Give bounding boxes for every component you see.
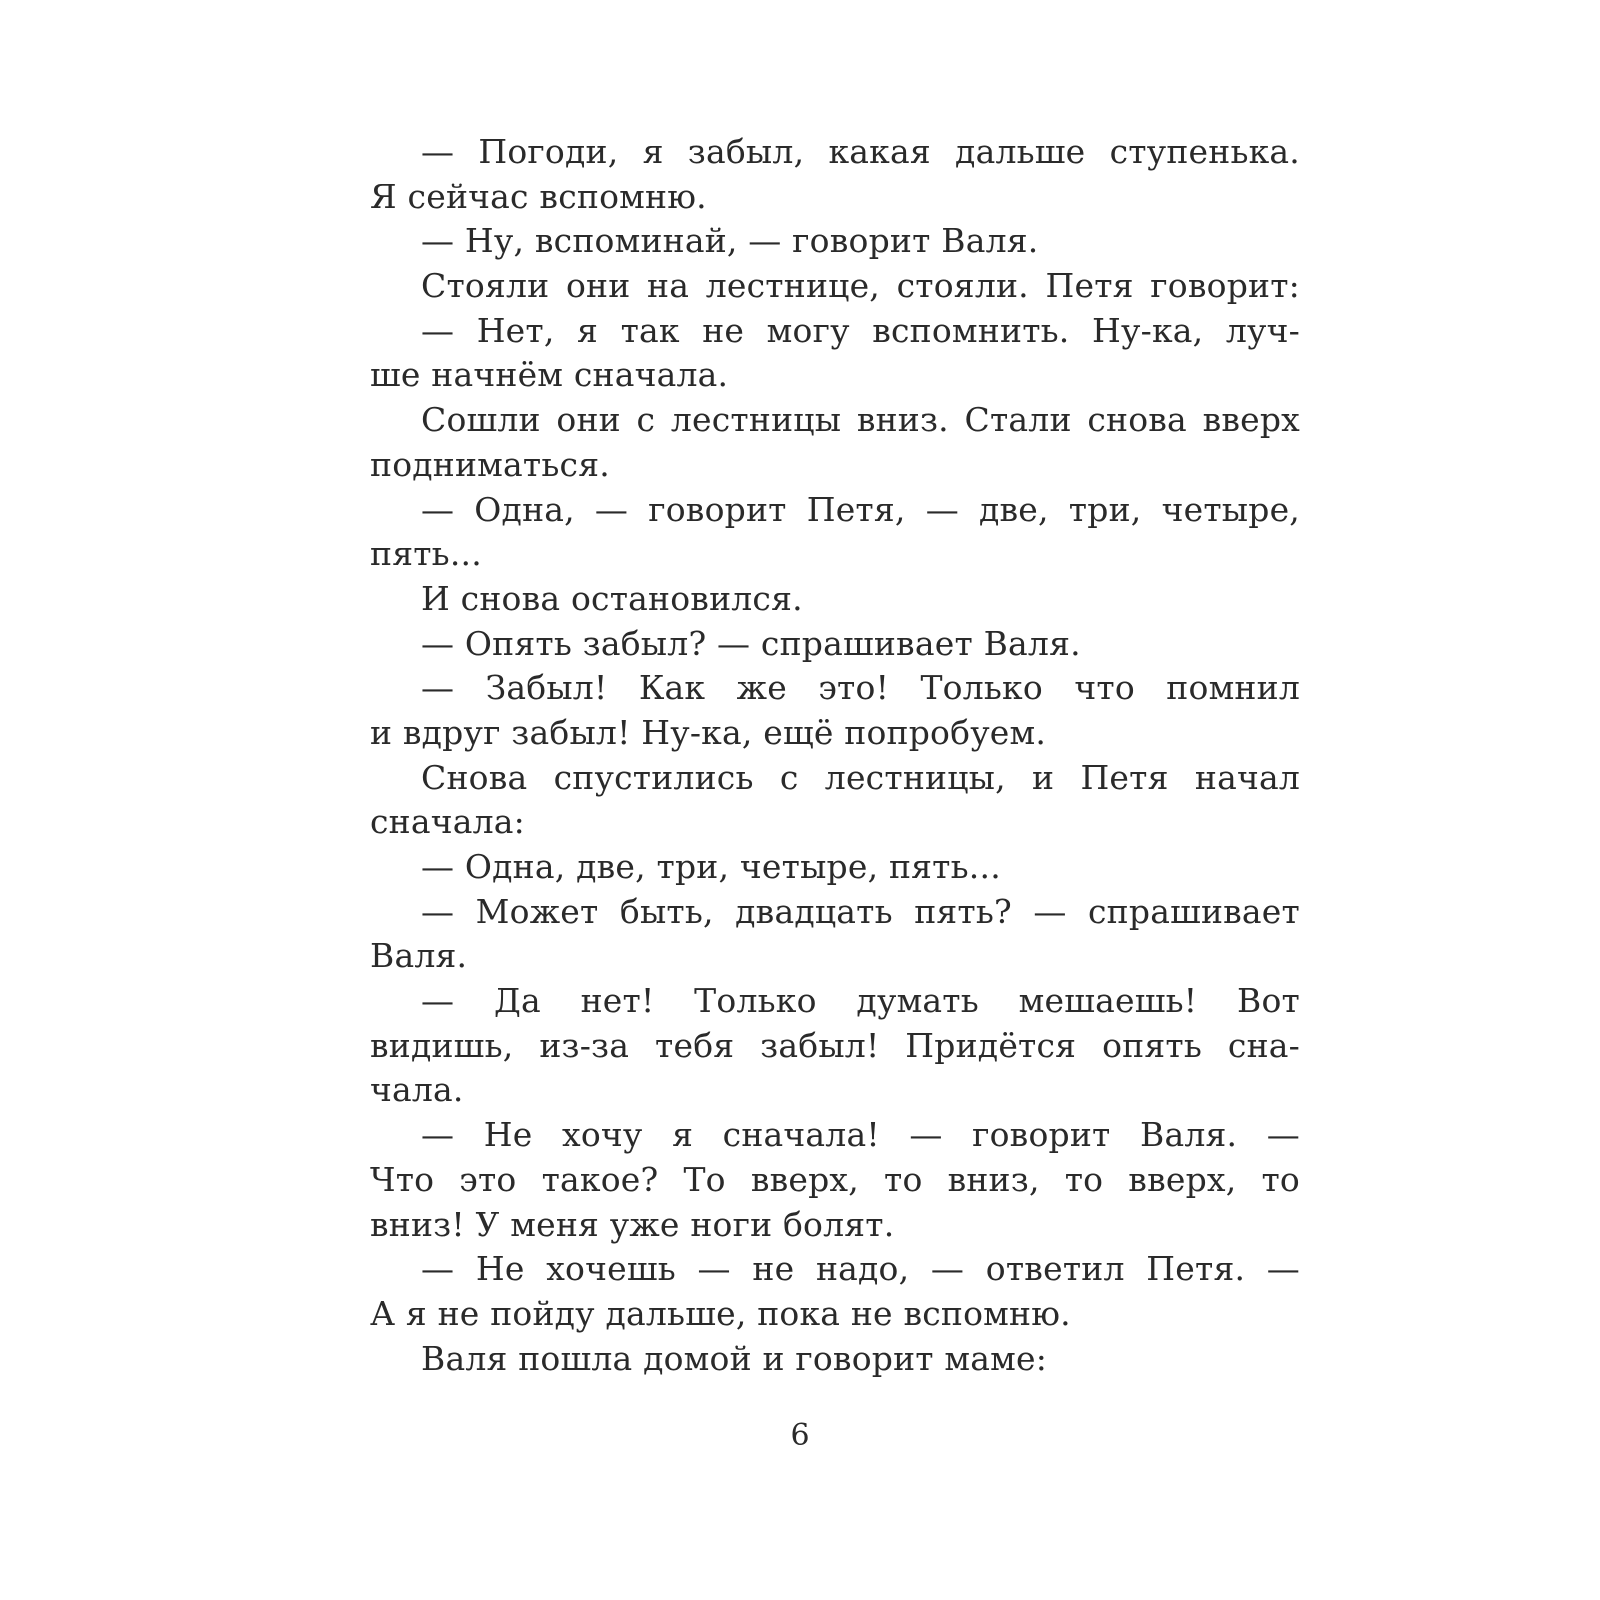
text-line: подниматься. — [370, 444, 610, 484]
text-line: Что это такое? То вверх, то вниз, то вверх, то — [370, 1159, 1300, 1199]
story-text — [370, 130, 1300, 1381]
text-line: пять... — [370, 534, 482, 574]
text-line: — Нет, я так не могу вспомнить. Ну-ка, луч- — [421, 310, 1300, 350]
page-number: 6 — [790, 1418, 810, 1453]
text-line: Я сейчас вспомню. — [370, 176, 707, 216]
text-line: сначала: — [370, 802, 525, 842]
text-line: — Не хочешь — не надо, — ответил Петя. — — [421, 1249, 1300, 1289]
text-line: Валя пошла домой и говорит маме: — [421, 1338, 1048, 1378]
text-line: ше начнём сначала. — [370, 355, 729, 395]
text-line: — Одна, — говорит Петя, — две, три, четыре, — [421, 489, 1300, 529]
text-line: вниз! У меня уже ноги болят. — [370, 1204, 895, 1244]
text-line: — Ну, вспоминай, — говорит Валя. — [421, 221, 1039, 261]
text-line: Валя. — [370, 936, 468, 976]
text-line: — Погоди, я забыл, какая дальше ступенька. — [421, 132, 1300, 171]
text-line: чала. — [370, 1070, 464, 1110]
text-line: И снова остановился. — [421, 578, 803, 618]
text-line: Стояли они на лестнице, стояли. Петя говорит: — [421, 266, 1300, 306]
text-line: и вдруг забыл! Ну-ка, ещё попробуем. — [370, 712, 1047, 752]
text-line: — Может быть, двадцать пять? — спрашивает — [421, 891, 1300, 931]
text-line: — Опять забыл? — спрашивает Валя. — [421, 623, 1081, 663]
text-line: Сошли они с лестницы вниз. Стали снова вверх — [421, 400, 1300, 440]
text-line: — Да нет! Только думать мешаешь! Вот — [421, 981, 1300, 1021]
text-line: — Не хочу я сначала! — говорит Валя. — — [421, 1115, 1300, 1155]
text-line: Снова спустились с лестницы, и Петя начал — [421, 757, 1300, 797]
text-line: видишь, из-за тебя забыл! Придётся опять сна- — [370, 1025, 1300, 1065]
text-line: А я не пойду дальше, пока не вспомню. — [370, 1293, 1071, 1333]
text-line: — Забыл! Как же это! Только что помнил — [421, 668, 1300, 708]
text-line: — Одна, две, три, четыре, пять... — [421, 847, 1001, 886]
